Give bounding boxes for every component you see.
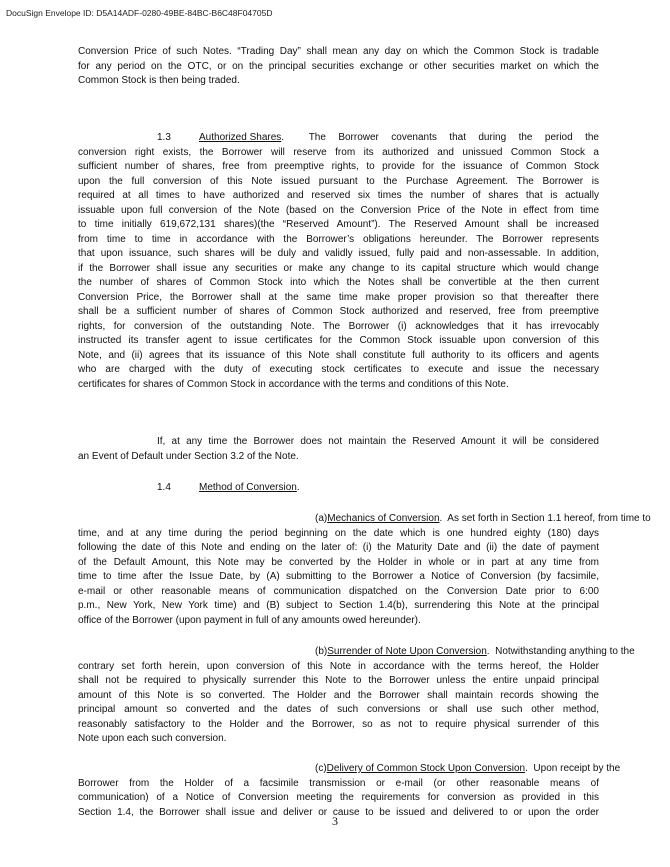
text-line: amount of this Note is so converted. The Holder and the Borrower shall maintain records showing the bbox=[78, 689, 599, 701]
paragraph bbox=[78, 131, 599, 392]
paragraph bbox=[78, 481, 599, 496]
docusign-envelope-id: DocuSign Envelope ID: D5A14ADF-0280-49BE-84BC-B6C48F04705D bbox=[6, 8, 273, 18]
text-line: of the Default Amount, this Note may be converted by the Holder in whole or in part at any time from bbox=[78, 556, 599, 568]
text-line: sufficient number of shares, free from preemptive rights, to provide for the issuance of Common Stock bbox=[78, 161, 599, 172]
text-line: If, at any time the Borrower does not maintain the Reserved Amount it will be considered bbox=[157, 436, 599, 447]
section-heading-line bbox=[78, 762, 621, 777]
text-line: issuable upon full conversion of the Note (based on the Conversion Price of the Note in effect from time bbox=[78, 204, 599, 216]
text-line: if the Borrower shall issue any securities or make any change to its capital structure which would change bbox=[78, 262, 599, 274]
text-line: reasonably satisfactory to the Holder and the Borrower, so as not to require physical surrender of this bbox=[78, 718, 599, 730]
text-line: Conversion Price of such Notes. “Trading Day” shall mean any day on which the Common Stock is tradable bbox=[78, 46, 599, 57]
section-number: (c) bbox=[315, 763, 327, 774]
text-line: that upon issuance, such shares will be duly and validly issued, fully paid and non-assessable. In addition, bbox=[78, 248, 599, 259]
section-heading-line bbox=[78, 645, 635, 660]
paragraph bbox=[78, 645, 635, 747]
text-line: Section 1.4, the Borrower shall issue and deliver or cause to be issued and delivered to or upon the order bbox=[78, 806, 599, 818]
text-line: e-mail or other reasonable means of communication dispatched on the Conversion Date prior to 6:00 bbox=[78, 585, 599, 597]
section-text: . bbox=[296, 482, 300, 493]
section-heading-line bbox=[78, 481, 599, 496]
text-line: to time initially 619,672,131 shares)(the “Reserved Amount”). The Reserved Amount shall be increased bbox=[78, 219, 599, 230]
section-number: (b) bbox=[315, 646, 328, 657]
section-number: 1.3 bbox=[157, 132, 171, 143]
text-line: Note upon each such conversion. bbox=[78, 733, 227, 744]
text-line: upon the full conversion of this Note issued pursuant to the Purchase Agreement. The Borrower is bbox=[78, 175, 599, 187]
section-text: . The Borrower covenants that during the period the bbox=[281, 132, 599, 143]
text-line: certificates for shares of Common Stock in accordance with the terms and conditions of this Note. bbox=[78, 378, 509, 390]
section-heading: Authorized Shares bbox=[199, 132, 282, 143]
section-text: . Notwithstanding anything to the bbox=[486, 646, 635, 657]
section-number: (a) bbox=[315, 513, 328, 524]
section-heading: Surrender of Note Upon Conversion bbox=[327, 646, 487, 657]
text-line: principal amount so converted and the dates of such conversions or shall use such other method, bbox=[78, 704, 599, 715]
section-number: 1.4 bbox=[157, 482, 171, 493]
text-line: who are charged with the duty of executing stock certificates to execute and issue the necessary bbox=[78, 364, 599, 375]
text-line: Note, and (ii) agrees that its issuance of this Note shall constitute full authority to its officers and agents bbox=[78, 349, 599, 361]
text-line: time to time after the Issue Date, by (A) submitting to the Borrower a Notice of Conversion (by facsimile, bbox=[78, 571, 599, 582]
section-text: . As set forth in Section 1.1 hereof, from time to bbox=[439, 513, 651, 524]
paragraph bbox=[78, 45, 599, 89]
text-line: office of the Borrower (upon payment in full of any amounts owed hereunder). bbox=[78, 614, 421, 626]
text-line: Borrower from the Holder of a facsimile transmission or e-mail (or other reasonable means of bbox=[78, 777, 599, 789]
text-line: following the date of this Note and ending on the later of: (i) the Maturity Date and (ii) the date of payment bbox=[78, 542, 599, 553]
text-line: Conversion Price, the Borrower shall at the same time make proper provision so that thereafter there bbox=[78, 291, 599, 303]
text-line: time, and at any time during the period beginning on the date which is one hundred eighty (180) days bbox=[78, 527, 599, 539]
text-line: communication) of a Notice of Conversion meeting the requirements for conversion as provided in this bbox=[78, 792, 599, 803]
text-line: the number of shares of Common Stock into which the Notes shall be convertible at the then current bbox=[78, 277, 599, 288]
text-line: shall be a sufficient number of shares of Common Stock authorized and reserved, free from preemptive bbox=[78, 306, 599, 317]
paragraph bbox=[78, 762, 621, 820]
section-heading-line bbox=[78, 131, 599, 146]
text-line: from time to time in accordance with the Borrower’s obligations hereunder. The Borrower represents bbox=[78, 233, 599, 245]
section-heading-line bbox=[78, 512, 651, 527]
paragraph bbox=[78, 435, 599, 464]
text-line: for any period on the OTC, or on the principal securities exchange or other securities market on which the bbox=[78, 60, 599, 72]
page-number: 3 bbox=[332, 814, 338, 828]
section-heading: Method of Conversion bbox=[199, 482, 297, 493]
text-line: p.m., New York, New York time) and (B) subject to Section 1.4(b), surrendering this Note at the principal bbox=[78, 600, 599, 611]
text-line: instructed its transfer agent to issue certificates for the Common Stock issuable upon conversion of this bbox=[78, 335, 599, 346]
section-heading: Delivery of Common Stock Upon Conversion bbox=[326, 763, 526, 774]
text-line: rights, for conversion of the outstanding Note. The Borrower (i) acknowledges that it has irrevocably bbox=[78, 320, 599, 332]
section-heading: Mechanics of Conversion bbox=[327, 513, 440, 524]
paragraph bbox=[78, 512, 651, 628]
text-line: an Event of Default under Section 3.2 of the Note. bbox=[78, 450, 299, 462]
text-line: shall not be required to physically surrender this Note to the Borrower unless the entire unpaid principal bbox=[78, 675, 599, 686]
text-line: required at all times to have authorized and reserved six times the number of shares that is actually bbox=[78, 190, 599, 201]
text-line: contrary set forth herein, upon conversion of this Note in accordance with the terms hereof, the Holder bbox=[78, 660, 599, 672]
text-line: conversion right exists, the Borrower will reserve from its authorized and unissued Common Stock a bbox=[78, 146, 599, 158]
text-line: Common Stock is then being traded. bbox=[78, 75, 240, 86]
section-text: . Upon receipt by the bbox=[525, 763, 621, 774]
